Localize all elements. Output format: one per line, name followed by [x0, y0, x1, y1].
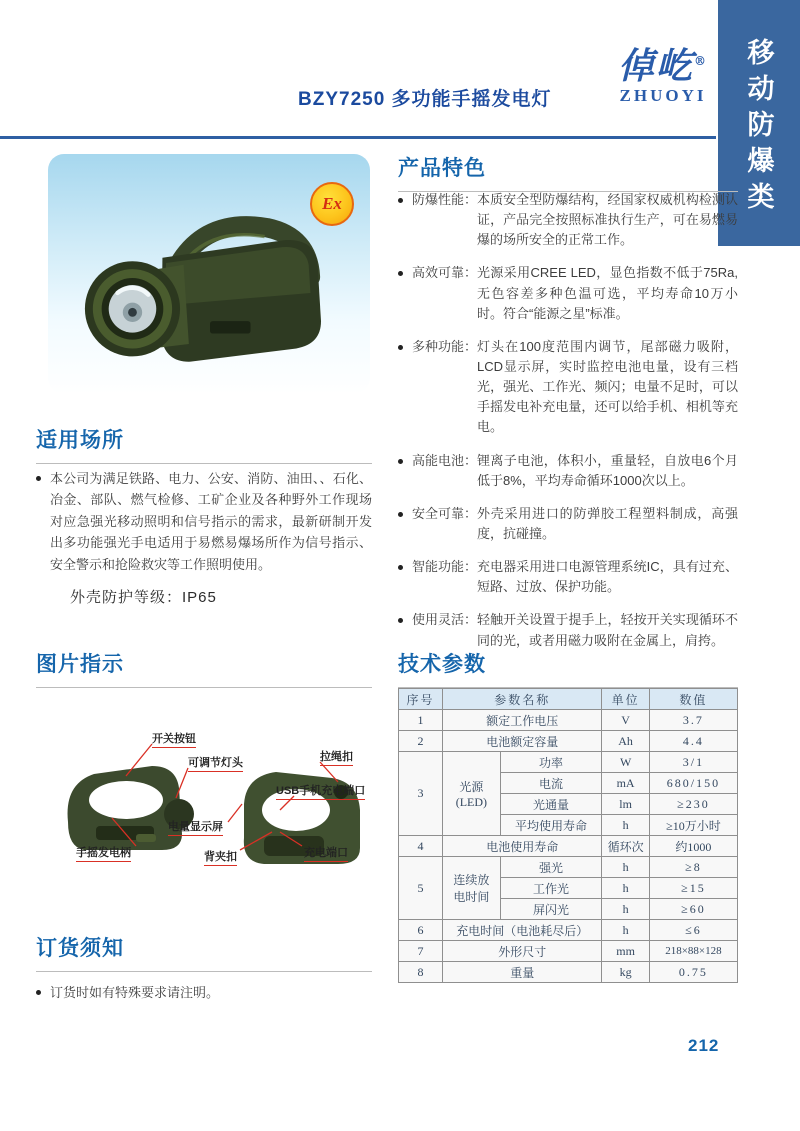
- cell-name: 外形尺寸: [443, 941, 602, 962]
- cell-name: 额定工作电压: [443, 710, 602, 731]
- cell-value: ≥10万小时: [649, 815, 737, 836]
- group-line2: (LED): [455, 794, 488, 809]
- group-line1: 光源: [459, 779, 484, 794]
- feature-item: [398, 504, 738, 544]
- cell-value: 3/1: [649, 752, 737, 773]
- bullet-dot: [398, 618, 403, 623]
- bullet-dot: [398, 345, 403, 350]
- cell-unit: lm: [602, 794, 649, 815]
- cell-subname: 工作光: [500, 878, 602, 899]
- feature-desc: 灯头在100度范围内调节，尾部磁力吸附，LCD显示屏，实时监控电池电量，设有三档光，强光、工作光、频闪；电量不足时，可以手摇发电补充电量，还可以给手机、相机等充电。: [477, 338, 738, 435]
- cell-unit: h: [602, 878, 649, 899]
- callout-switch-button: 开关按钮: [152, 730, 196, 748]
- cell-no: 1: [399, 710, 443, 731]
- cell-value: ≤6: [649, 920, 737, 941]
- callout-adjustable-head: 可调节灯头: [188, 754, 243, 772]
- table-row: [399, 962, 738, 983]
- cell-name: 电池额定容量: [443, 731, 602, 752]
- brand-logo-chinese: [608, 45, 718, 87]
- feature-list: [398, 190, 738, 664]
- table-row: [399, 752, 738, 773]
- registered-mark: ®: [694, 54, 708, 68]
- section-title-features: 产品特色: [398, 152, 738, 192]
- bullet-dot: [398, 512, 403, 517]
- cell-value: 680/150: [649, 773, 737, 794]
- cell-group: [443, 857, 501, 920]
- application-text: 本公司为满足铁路、电力、公安、消防、油田、、石化、冶金、部队、燃气检修、工矿企业及各种野外工作现场对应急强光移动照明和信号指示的需求，最新研制开发出多功能强光手电适用于易燃易爆场所作为信号指示、安全警示和抢险救灾等工作照明使用。: [50, 471, 372, 572]
- cell-name: 重量: [443, 962, 602, 983]
- page-title: BZY7250 多功能手摇发电灯: [298, 89, 552, 110]
- col-header-value: 数值: [649, 689, 737, 710]
- feature-desc: 充电器采用进口电源管理系统IC，具有过充、短路、过放、保护功能。: [477, 559, 738, 595]
- cell-value: ≥15: [649, 878, 737, 899]
- feature-term: 防爆性能：: [412, 192, 478, 207]
- table-row: [399, 731, 738, 752]
- feature-item: [398, 190, 738, 250]
- table-header-row: [399, 689, 738, 710]
- feature-desc: 外壳采用进口的防弹胶工程塑料制成，高强度，抗碰撞。: [477, 505, 738, 541]
- cell-value: ≥230: [649, 794, 737, 815]
- cell-no: 5: [399, 857, 443, 920]
- protection-rating: 外壳防护等级：IP65: [70, 589, 217, 606]
- cell-no: 7: [399, 941, 443, 962]
- cell-unit: 循环次: [602, 836, 649, 857]
- cell-value: 4.4: [649, 731, 737, 752]
- cell-name: 充电时间（电池耗尽后）: [443, 920, 602, 941]
- cell-subname: 强光: [500, 857, 602, 878]
- feature-term: 多种功能：: [412, 338, 478, 354]
- section-title-ordering: 订货须知: [36, 932, 372, 972]
- callout-battery-display: 电量显示屏: [168, 818, 223, 836]
- callout-crank-handle: 手摇发电柄: [76, 844, 131, 862]
- cell-subname: 平均使用寿命: [500, 815, 602, 836]
- section-title-application: 适用场所: [36, 424, 372, 464]
- cell-name: 电池使用寿命: [443, 836, 602, 857]
- cell-unit: h: [602, 815, 649, 836]
- feature-item: [398, 263, 738, 323]
- table-row: [399, 857, 738, 878]
- cell-no: 2: [399, 731, 443, 752]
- product-photo: [76, 189, 344, 374]
- cell-subname: 屏闪光: [500, 899, 602, 920]
- col-header-no: 序号: [399, 689, 443, 710]
- ordering-note: 订货时如有特殊要求请注明。: [50, 985, 220, 1000]
- feature-term: 使用灵活：: [412, 612, 478, 628]
- ex-certification-icon: Ex: [310, 182, 354, 226]
- brand-name-cn: 倬屹: [617, 45, 694, 87]
- bullet-dot: [36, 476, 41, 481]
- callout-diagram: [36, 722, 376, 900]
- bullet-dot: [398, 271, 403, 276]
- product-photo-card: [48, 154, 370, 394]
- table-row: [399, 920, 738, 941]
- bullet-dot: [36, 990, 41, 995]
- col-header-name: 参数名称: [443, 689, 602, 710]
- feature-term: 高效可靠：: [412, 265, 478, 281]
- cell-unit: h: [602, 920, 649, 941]
- tech-params-table: [398, 688, 738, 983]
- feature-item: [398, 610, 738, 650]
- feature-desc: 锂离子电池，体积小，重量轻，自放电6个月低于8%，平均寿命循环1000次以上。: [477, 452, 738, 488]
- cell-no: 8: [399, 962, 443, 983]
- cell-no: 6: [399, 920, 443, 941]
- feature-item: [398, 451, 738, 491]
- feature-desc: 本质安全型防爆结构，经国家权威机构检测认证，产品完全按照标准执行生产，可在易燃易爆的场所安全的正常工作。: [477, 192, 738, 248]
- cell-group: [443, 752, 501, 836]
- callout-charge-port: 充电端口: [304, 844, 348, 862]
- cell-unit: W: [602, 752, 649, 773]
- section-title-diagram: 图片指示: [36, 648, 372, 688]
- feature-item: [398, 557, 738, 597]
- table-row: [399, 941, 738, 962]
- table-row: [399, 710, 738, 731]
- cell-unit: kg: [602, 962, 649, 983]
- application-paragraph: [36, 468, 372, 575]
- section-title-tech: 技术参数: [398, 648, 738, 688]
- feature-term: 安全可靠：: [412, 505, 478, 521]
- group-line2: 电时间: [453, 890, 490, 904]
- brand-logo: [608, 45, 718, 106]
- col-header-unit: 单位: [602, 689, 649, 710]
- feature-term: 高能电池：: [412, 452, 478, 468]
- callout-back-clip: 背夹扣: [204, 848, 237, 866]
- cell-value: ≥60: [649, 899, 737, 920]
- cell-value: 3.7: [649, 710, 737, 731]
- cell-subname: 电流: [500, 773, 602, 794]
- group-line1: 连续放: [453, 873, 490, 887]
- cell-unit: V: [602, 710, 649, 731]
- bullet-dot: [398, 459, 403, 464]
- feature-desc: 光源采用CREE LED，显色指数不低于75Ra,无色容差多种色温可选，平均寿命10万小时。符合“能源之星”标准。: [477, 265, 738, 321]
- cell-unit: Ah: [602, 731, 649, 752]
- cell-no: 3: [399, 752, 443, 836]
- cell-unit: mA: [602, 773, 649, 794]
- ordering-note-row: [36, 982, 372, 1001]
- table-row: [399, 836, 738, 857]
- bullet-dot: [398, 565, 403, 570]
- cell-value: 218×88×128: [649, 941, 737, 962]
- page-number: 212: [688, 1036, 720, 1055]
- cell-no: 4: [399, 836, 443, 857]
- feature-term: 智能功能：: [412, 559, 478, 575]
- cell-unit: mm: [602, 941, 649, 962]
- callout-rope-buckle: 拉绳扣: [320, 748, 353, 766]
- bullet-dot: [398, 198, 403, 203]
- cell-value: ≥8: [649, 857, 737, 878]
- cell-value: 0.75: [649, 962, 737, 983]
- cell-unit: h: [602, 899, 649, 920]
- callout-usb-port: USB手机充电端口: [276, 782, 365, 800]
- feature-desc: 轻触开关设置于提手上，轻按开关实现循环不同的光，或者用磁力吸附在金属上，肩挎。: [477, 612, 738, 648]
- brand-name-en: ZHUOYI: [619, 86, 707, 105]
- cell-unit: h: [602, 857, 649, 878]
- category-label: 移动防爆类: [743, 38, 774, 218]
- cell-subname: 光通量: [500, 794, 602, 815]
- cell-value: 约1000: [649, 836, 737, 857]
- feature-item: [398, 337, 738, 438]
- header-divider: [0, 136, 716, 139]
- cell-subname: 功率: [500, 752, 602, 773]
